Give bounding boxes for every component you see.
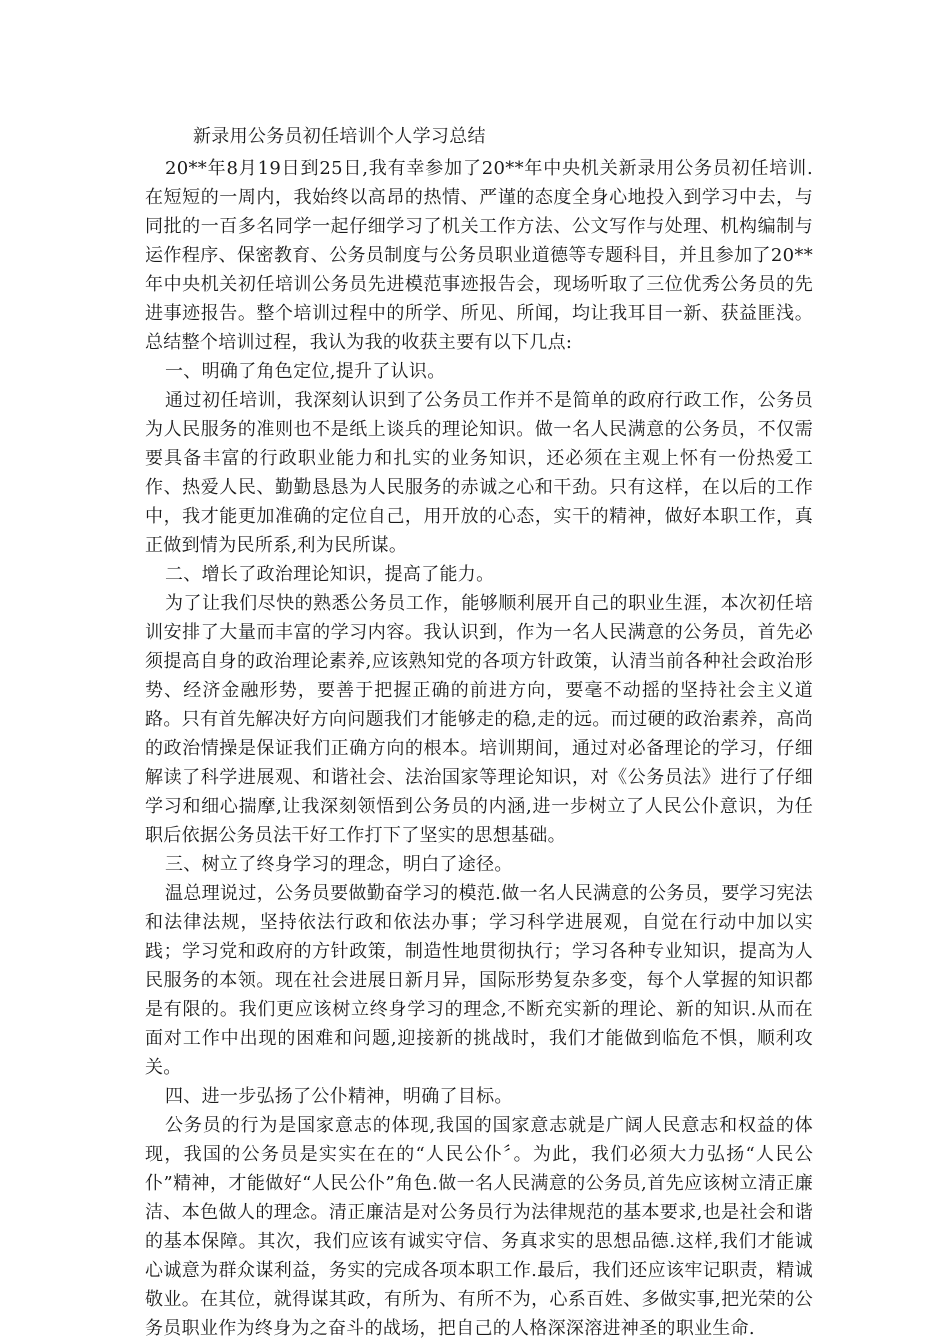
section-heading-3: 三、树立了终身学习的理念，明白了途径。	[165, 854, 513, 875]
section-heading-2: 二、增长了政治理论知识，提高了能力。	[165, 564, 495, 585]
section-heading-4: 四、进一步弘扬了公仆精神，明确了目标。	[165, 1086, 513, 1107]
section-paragraph-3: 温总理说过，公务员要做勤奋学习的模范.做一名人民满意的公务员，要学习宪法和法律法规，坚持依法行政和依法办事；学习科学进展观，自觉在行动中加以实践；学习党和政府的方针政策，制造性地贯彻执行；学习各种专业知识，提高为人民服务的本领。现在社会进展日新月异，国际形势复杂多变，每个人掌握的知识都是有限的。我们更应该树立终身学习的理念,不断充实新的理论、新的知识.从而在面对工作中出现的困难和问题,迎接新的挑战时，我们才能做到临危不惧，顺利攻关。	[145, 883, 813, 1078]
section-paragraph-2: 为了让我们尽快的熟悉公务员工作，能够顺利展开自己的职业生涯，本次初任培训安排了大量而丰富的学习内容。我认识到，作为一名人民满意的公务员，首先必须提高自身的政治理论素养,应该熟知党的各项方针政策，认清当前各种社会政治形势、经济金融形势，要善于把握正确的前进方向，要毫不动摇的坚持社会主义道路。只有首先解决好方向问题我们才能够走的稳,走的远。而过硬的政治素养，高尚的政治情操是保证我们正确方向的根本。培训期间，通过对必备理论的学习，仔细解读了科学进展观、和谐社会、法治国家等理论知识，对《公务员法》进行了仔细学习和细心揣摩,让我深刻领悟到公务员的内涵,进一步树立了人民公仆意识，为任职后依据公务员法干好工作打下了坚实的思想基础。	[145, 593, 813, 846]
intro-paragraph: 20**年8月19日到25日,我有幸参加了20**年中央机关新录用公务员初任培训.在短短的一周内，我始终以高昂的热情、严谨的态度全身心地投入到学习中去，与同批的一百多名同学一起仔细学习了机关工作方法、公文写作与处理、机构编制与运作程序、保密教育、公务员制度与公务员职业道德等专题科目，并且参加了20**年中央机关初任培训公务员先进模范事迹报告会，现场听取了三位优秀公务员的先进事迹报告。整个培训过程中的所学、所见、所闻，均让我耳目一新、获益匪浅。总结整个培训过程，我认为我的收获主要有以下几点:	[145, 158, 813, 353]
section-paragraph-4: 公务员的行为是国家意志的体现,我国的国家意志就是广阔人民意志和权益的体现，我国的公务员是实实在在的“人民公仆〞。为此，我们必须大力弘扬“人民公仆”精神，才能做好“人民公仆”角色.做一名人民满意的公务员,首先应该树立清正廉洁、本色做人的理念。清正廉洁是对公务员行为法律规范的基本要求,也是社会和谐的基本保障。其次，我们应该有诚实守信、务真求实的思想品德.这样,我们才能诚心诚意为群众谋利益，务实的完成各项本职工作.最后，我们还应该牢记职责，精诚敬业。在其位，就得谋其政，有所为、有所不为，心系百姓、多做实事,把光荣的公务员职业作为终身为之奋斗的战场，把自己的人格深深溶进神圣的职业生命.	[145, 1115, 813, 1339]
section-paragraph-1: 通过初任培训，我深刻认识到了公务员工作并不是简单的政府行政工作，公务员为人民服务的准则也不是纸上谈兵的理论知识。做一名人民满意的公务员，不仅需要具备丰富的行政职业能力和扎实的业务知识，还必须在主观上怀有一份热爱工作、热爱人民、勤勤恳恳为人民服务的赤诚之心和干劲。只有这样，在以后的工作中，我才能更加准确的定位自己，用开放的心态，实干的精神，做好本职工作，真正做到情为民所系,利为民所谋。	[145, 390, 813, 556]
document-title: 新录用公务员初任培训个人学习总结	[193, 126, 486, 147]
document-page	[145, 124, 813, 1343]
section-heading-1: 一、明确了角色定位,提升了认识。	[165, 361, 446, 382]
